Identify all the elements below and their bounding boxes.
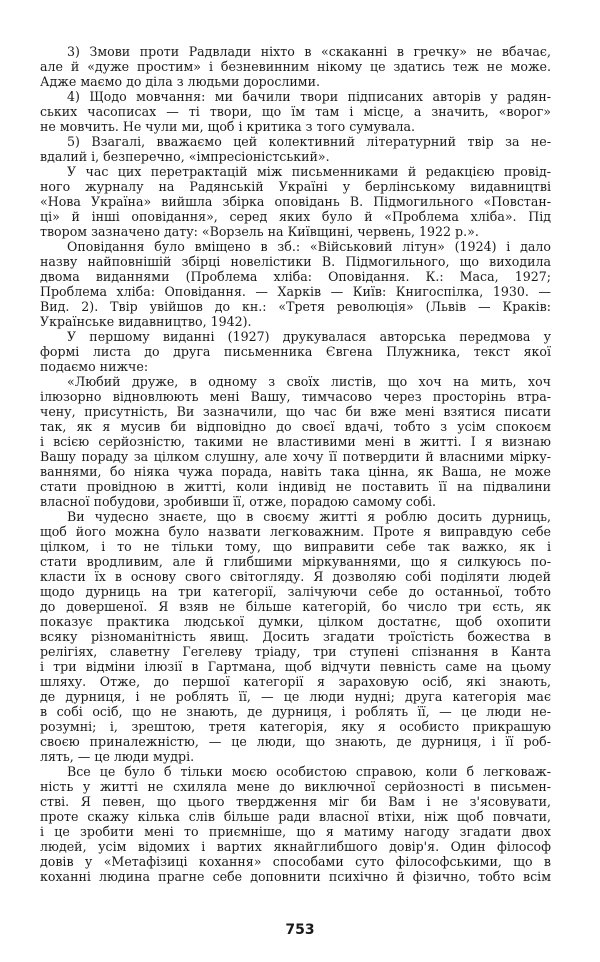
text-line: Вашу пораду за цілком слушну, але хочу її потвердити й власними мірку- — [40, 449, 551, 464]
text-line: показує практика людської думки, цілком достатнє, щоб охопити — [40, 614, 551, 629]
paragraph — [40, 164, 551, 239]
text-line: Проблема хліба: Оповідання. — Харків — Київ: Книгоспілка, 1930. — — [40, 284, 551, 299]
text-line: коханні людина прагне себе доповнити психічно й фізично, тобто всім — [40, 869, 551, 884]
text-line: Українське видавництво, 1942). — [40, 314, 252, 329]
text-line: 4) Щодо мовчання: ми бачили твори підписаних авторів у радян- — [67, 89, 551, 104]
text-line: подаємо нижче: — [40, 359, 149, 374]
paragraph — [40, 239, 551, 329]
text-line: ваннями, бо ніяка чужа порада, навіть така цінна, як Ваша, не може — [40, 464, 551, 479]
page-number: 753 — [285, 922, 315, 938]
text-line: в собі осіб, що не знають, де дурниця, і роблять її, — це люди не- — [40, 704, 551, 719]
text-line: Адже маємо до діла з людьми дорослими. — [40, 74, 320, 89]
text-line: ність у житті не схиляла мене до виключної серйозності в письмен- — [40, 779, 551, 794]
text-line: лять, — це люди мудрі. — [40, 749, 195, 764]
text-line: 5) Взагалі, вважаємо цей колективний літературний твір за не- — [67, 134, 551, 149]
text-line: Ви чудесно знаєте, що в своєму житті я роблю досить дурниць, — [67, 509, 551, 524]
text-line: «Нова Україна» вийшла збірка оповідань В. Підмогильного «Повстан- — [40, 194, 551, 209]
paragraph — [40, 89, 551, 134]
paragraph — [40, 374, 551, 509]
text-line: формі листа до друга письменника Євгена Плужника, текст якої — [40, 344, 551, 359]
text-line: стві. Я певен, що цього твердження міг би Вам і не з'ясовувати, — [40, 794, 551, 809]
text-line: двома виданнями (Проблема хліба: Оповідання. К.: Маса, 1927; — [40, 269, 551, 284]
text-line: розумні; і, зрештою, третя категорія, яку я особисто прикрашую — [40, 719, 551, 734]
text-line: ських часописах — ті твори, що їм там і місце, а значить, «ворог» — [40, 104, 551, 119]
text-line: 3) Змови проти Радвлади ніхто в «скаканні в гречку» не вбачає, — [67, 44, 551, 59]
text-line: ного журналу на Радянській Україні у берлінському видавництві — [40, 179, 551, 194]
text-line: релігіях, славетну Гегелеву тріаду, три ступені спізнання в Канта — [40, 644, 551, 659]
text-line: всяку різноманітність явищ. Досить згадати троїстість божества в — [40, 629, 551, 644]
text-line: чену, присутність, Ви зазначили, що час би вже мені взятися писати — [40, 404, 551, 419]
text-line: так, як я мусив би відповідно до своєї вдачі, тобто з усім спокоєм — [40, 419, 551, 434]
text-line: щоб його можна було назвати легковажним. Проте я виправдую себе — [40, 524, 551, 539]
text-line: людей, усім відомих і вартих якнайглибшого довір'я. Один філософ — [40, 839, 551, 854]
text-line: твором зазначено дату: «Ворзель на Київщині, червень, 1922 р.». — [40, 224, 479, 239]
text-line: і це зробити мені то приємніше, що я матиму нагоду згадати двох — [40, 824, 551, 839]
text-line: У час цих перетрактацій між письменниками й редакцією провід- — [67, 164, 551, 179]
text-line: своєю приналежністю, — це люди, що знають, де дурниця, і її роб- — [40, 734, 551, 749]
text-line: ці» й інші оповідання», серед яких було й «Проблема хліба». Під — [40, 209, 551, 224]
text-line: довів у «Метафізиці кохання» способами суто філософськими, що в — [40, 854, 551, 869]
document-body — [40, 44, 551, 884]
text-line: стати вродливим, але й глибшими міркуваннями, що я силкуюсь по- — [40, 554, 551, 569]
text-line: до довершеної. Я взяв не більше категорій, бо число три єсть, як — [40, 599, 551, 614]
text-line: класти їх в основу свого світогляду. Я дозволяю собі поділяти людей — [40, 569, 551, 584]
text-line: Оповідання було вміщено в зб.: «Військовий літун» (1924) і дало — [67, 239, 551, 254]
text-line: вдалий і, безперечно, «імпресіоністський». — [40, 149, 330, 164]
text-line: де дурниця, і не роблять її, — це люди нудні; друга категорія має — [40, 689, 551, 704]
text-line: але й «дуже простим» і безневинним нікому це здатись теж не може. — [40, 59, 551, 74]
text-line: не мовчить. Не чули ми, щоб і критика з того сумувала. — [40, 119, 415, 134]
paragraph — [40, 764, 551, 884]
paragraph — [40, 134, 551, 164]
paragraph — [40, 509, 551, 764]
text-line: і три відміни ілюзії в Гартмана, щоб відчути певність саме на цьому — [40, 659, 551, 674]
text-line: і всією серйозністю, такими не властивими мені в житті. І я визнаю — [40, 434, 551, 449]
text-line: проте скажу кілька слів більше ради власної втіхи, ніж щоб повчати, — [40, 809, 551, 824]
text-line: стати провідною в житті, коли індивід не поставить її на підвалини — [40, 479, 551, 494]
text-line: «Любий друже, в одному з своїх листів, що хоч на мить, хоч — [67, 374, 551, 389]
text-line: щодо дурниць на три категорії, залічуючи себе до останньої, тобто — [40, 584, 551, 599]
text-line: власної побудови, зробивши її, отже, порадою самому собі. — [40, 494, 437, 509]
text-line: назву найповнішій збірці новелістики В. Підмогильного, що виходила — [40, 254, 551, 269]
text-line: Все це було б тільки моєю особистою справою, коли б легковаж- — [67, 764, 551, 779]
text-line: У першому виданні (1927) друкувалася авторська передмова у — [67, 329, 551, 344]
text-line: Вид. 2). Твір увійшов до кн.: «Третя революція» (Львів — Краків: — [40, 299, 551, 314]
text-line: шляху. Отже, до першої категорії я зараховую осіб, які знають, — [40, 674, 551, 689]
paragraph — [40, 44, 551, 89]
text-line: цілком, і то не тільки тому, що виправити себе так важко, як і — [40, 539, 551, 554]
paragraph — [40, 329, 551, 374]
text-line: ілюзорно відновлюють мені Вашу, тимчасово через просторінь втра- — [40, 389, 551, 404]
